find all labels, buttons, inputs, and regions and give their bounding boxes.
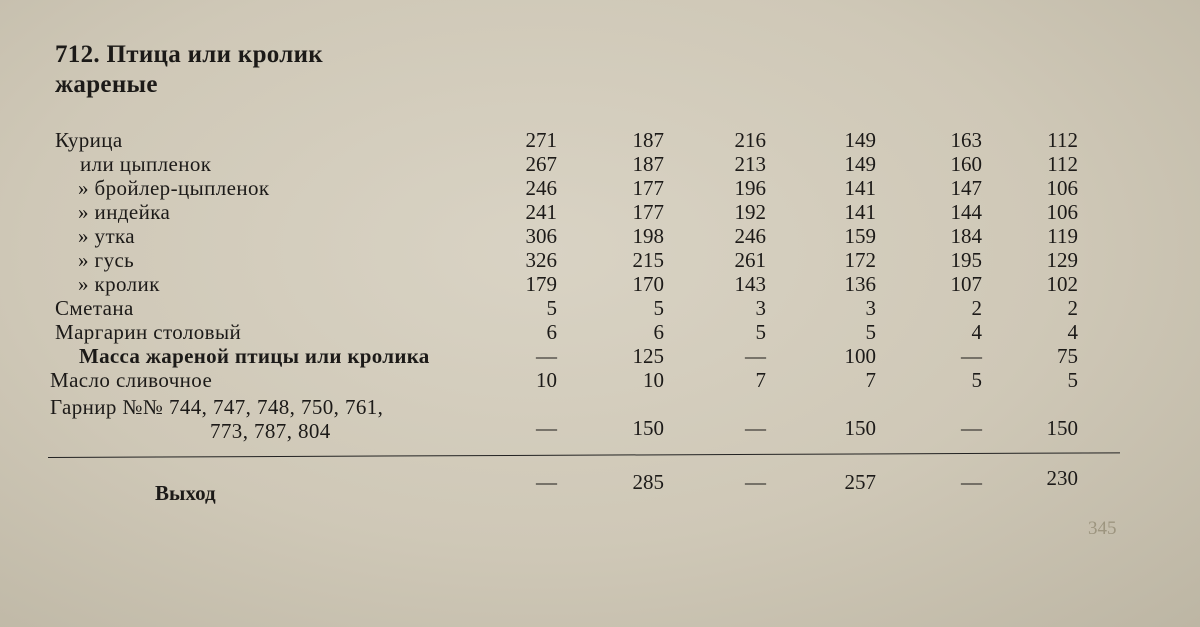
row-label-garnish-line-1: Гарнир №№ 744, 747, 748, 750, 761, xyxy=(50,395,384,419)
row-label-broiler: » бройлер-цыпленок xyxy=(78,176,270,200)
table-cell: 160 xyxy=(950,152,982,176)
table-cell: 141 xyxy=(844,176,876,200)
table-cell: 75 xyxy=(1057,344,1078,368)
table-cell: 136 xyxy=(844,272,876,296)
table-cell: — xyxy=(961,344,982,368)
row-label-young-chicken: или цыпленок xyxy=(80,152,212,176)
divider-rule xyxy=(48,452,1120,458)
yield-cell: 230 xyxy=(1046,466,1078,490)
table-cell: 215 xyxy=(632,248,664,272)
table-cell: 112 xyxy=(1047,152,1078,176)
table-cell: 112 xyxy=(1047,128,1078,152)
table-cell: 196 xyxy=(734,176,766,200)
table-cell: 261 xyxy=(734,248,766,272)
row-label-fried-mass: Масса жареной птицы или кролика xyxy=(79,344,430,368)
table-cell: 3 xyxy=(755,296,766,320)
table-cell: 125 xyxy=(632,344,664,368)
row-label-garnish-line-2: 773, 787, 804 xyxy=(210,419,331,443)
yield-cell: — xyxy=(745,470,766,494)
yield-cell: — xyxy=(536,470,557,494)
table-cell: 179 xyxy=(525,272,557,296)
table-cell: 246 xyxy=(525,176,557,200)
table-cell: 119 xyxy=(1047,224,1078,248)
table-cell: 10 xyxy=(643,368,664,392)
row-label-margarine: Маргарин столовый xyxy=(55,320,242,344)
table-cell: 2 xyxy=(971,296,982,320)
row-label-butter: Масло сливочное xyxy=(50,368,213,392)
table-cell: 100 xyxy=(844,344,876,368)
row-label-rabbit: » кролик xyxy=(78,272,160,296)
table-cell: — xyxy=(536,416,557,440)
table-cell: 106 xyxy=(1046,176,1078,200)
table-cell: 172 xyxy=(844,248,876,272)
table-cell: — xyxy=(745,344,766,368)
table-cell: 184 xyxy=(950,224,982,248)
table-cell: 6 xyxy=(653,320,664,344)
yield-cell: 257 xyxy=(844,470,876,494)
yield-cell: 285 xyxy=(632,470,664,494)
table-cell: 2 xyxy=(1067,296,1078,320)
table-cell: 192 xyxy=(734,200,766,224)
yield-label: Выход xyxy=(155,481,216,505)
table-cell: 5 xyxy=(865,320,876,344)
table-cell: 149 xyxy=(844,128,876,152)
table-cell: 213 xyxy=(734,152,766,176)
table-cell: 163 xyxy=(950,128,982,152)
table-cell: 144 xyxy=(950,200,982,224)
recipe-title xyxy=(55,40,323,100)
table-cell: 326 xyxy=(525,248,557,272)
table-cell: 143 xyxy=(734,272,766,296)
table-cell: 10 xyxy=(536,368,557,392)
table-cell: 246 xyxy=(734,224,766,248)
table-cell: 198 xyxy=(632,224,664,248)
table-cell: 177 xyxy=(632,176,664,200)
table-cell: — xyxy=(745,416,766,440)
table-cell: 6 xyxy=(546,320,557,344)
table-cell: 177 xyxy=(632,200,664,224)
table-cell: 5 xyxy=(546,296,557,320)
table-cell: 107 xyxy=(950,272,982,296)
row-label-sour-cream: Сметана xyxy=(55,296,134,320)
table-cell: 150 xyxy=(844,416,876,440)
recipe-title-line-2: жареные xyxy=(55,71,158,98)
table-cell: 170 xyxy=(632,272,664,296)
table-cell: 141 xyxy=(844,200,876,224)
row-label-turkey: » индейка xyxy=(78,200,171,224)
table-cell: 4 xyxy=(971,320,982,344)
table-cell: 149 xyxy=(844,152,876,176)
table-cell: 187 xyxy=(632,152,664,176)
table-cell: 7 xyxy=(865,368,876,392)
table-cell: 216 xyxy=(734,128,766,152)
table-cell: 7 xyxy=(755,368,766,392)
table-cell: 267 xyxy=(525,152,557,176)
row-label-goose: » гусь xyxy=(78,248,135,272)
table-cell: 129 xyxy=(1046,248,1078,272)
yield-cell: — xyxy=(961,470,982,494)
table-cell: 187 xyxy=(632,128,664,152)
table-cell: 102 xyxy=(1046,272,1078,296)
table-cell: 150 xyxy=(632,416,664,440)
table-cell: 241 xyxy=(525,200,557,224)
table-cell: 3 xyxy=(865,296,876,320)
page-number: 345 xyxy=(1088,518,1117,539)
table-cell: 159 xyxy=(844,224,876,248)
row-label-duck: » утка xyxy=(78,224,136,248)
table-cell: — xyxy=(961,416,982,440)
row-label-chicken: Курица xyxy=(55,128,123,152)
recipe-title-line-1: 712. Птица или кролик xyxy=(55,41,323,68)
table-cell: 5 xyxy=(755,320,766,344)
table-cell: 5 xyxy=(1067,368,1078,392)
table-cell: 5 xyxy=(653,296,664,320)
table-cell: 150 xyxy=(1046,416,1078,440)
table-cell: — xyxy=(536,344,557,368)
table-cell: 5 xyxy=(971,368,982,392)
table-cell: 195 xyxy=(950,248,982,272)
table-cell: 106 xyxy=(1046,200,1078,224)
table-cell: 147 xyxy=(950,176,982,200)
table-cell: 4 xyxy=(1067,320,1078,344)
table-cell: 271 xyxy=(525,128,557,152)
table-cell: 306 xyxy=(525,224,557,248)
